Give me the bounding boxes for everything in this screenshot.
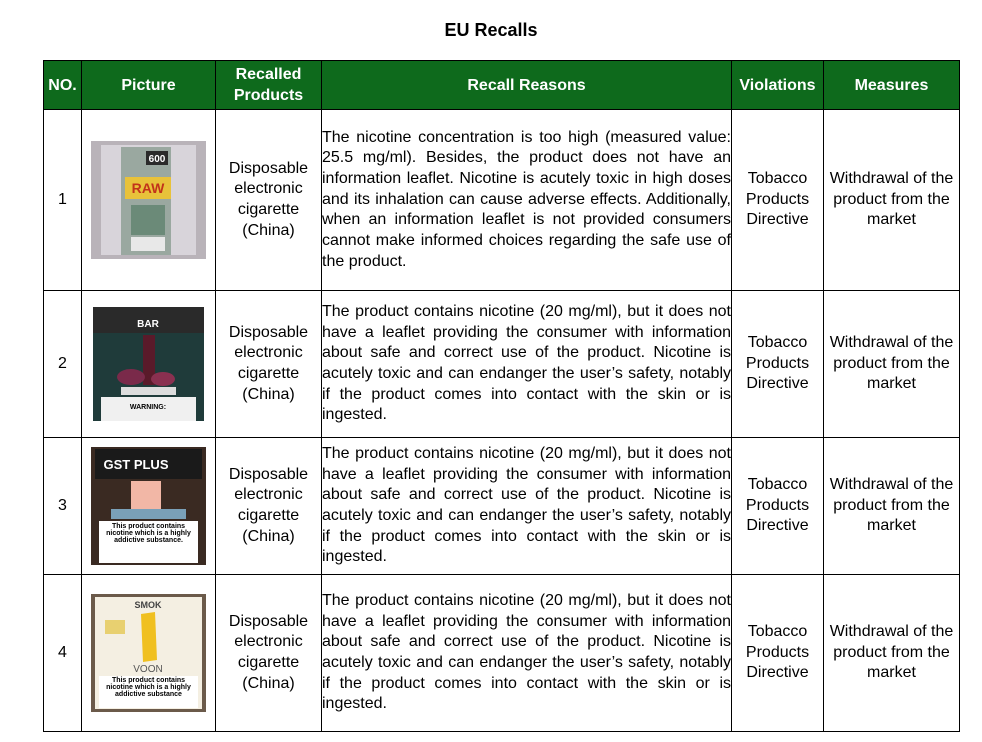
header-picture: Picture [82, 61, 216, 110]
measure-cell: Withdrawal of the product from the market [824, 575, 960, 732]
header-row [44, 61, 960, 110]
product-cell: Disposable electronic cigarette (China) [216, 575, 322, 732]
header-products: Recalled Products [216, 61, 322, 110]
page-title: EU Recalls [444, 20, 538, 40]
image-label-warning: WARNING: [129, 404, 167, 411]
measure-cell: Withdrawal of the product from the market [824, 110, 960, 291]
product-cell: Disposable electronic cigarette (China) [216, 438, 322, 575]
violation-cell: Tobacco Products Directive [732, 110, 824, 291]
product-image [91, 141, 206, 259]
image-label-warning: This product contains nicotine which is a highly addictive substance [106, 677, 191, 698]
product-image [91, 594, 206, 712]
violation-cell: Tobacco Products Directive [732, 575, 824, 732]
violation-cell: Tobacco Products Directive [732, 291, 824, 438]
header-no: NO. [44, 61, 82, 110]
violation-cell: Tobacco Products Directive [732, 438, 824, 575]
row-number: 4 [44, 575, 82, 732]
image-label-top: GST PLUS [103, 457, 169, 472]
image-label-warning: This product contains nicotine which is a highly addictive substance. [106, 523, 191, 544]
image-label-brand: RAW [131, 180, 165, 196]
image-label-brand: VOON [133, 664, 163, 675]
image-label-top: BAR [137, 319, 159, 330]
measure-cell: Withdrawal of the product from the market [824, 438, 960, 575]
row-number: 2 [44, 291, 82, 438]
product-image [91, 305, 206, 423]
recalls-table [43, 60, 960, 732]
row-number: 1 [44, 110, 82, 291]
table-row [44, 291, 960, 438]
header-violations: Violations [732, 61, 824, 110]
reason-cell: The product contains nicotine (20 mg/ml), but it does not have a leaflet providing the consumer with information about safe and correct use of the product. Nicotine is acutely toxic and can endanger the user’s safety, notably if the product comes into contact with the skin or is ingested. [322, 575, 732, 732]
product-cell: Disposable electronic cigarette (China) [216, 291, 322, 438]
image-label-top: SMOK [134, 600, 162, 610]
reason-cell: The nicotine concentration is too high (measured value: 25.5 mg/ml). Besides, the product does not have an information leaflet. Nicotine is acutely toxic in high doses and its inhalation can cause adverse effects. Additionally, when an information leaflet is not provided consumers cannot make informed choices regarding the safe use of the product. [322, 110, 732, 291]
reason-cell: The product contains nicotine (20 mg/ml), but it does not have a leaflet providing the consumer with information about safe and correct use of the product. Nicotine is acutely toxic and can endanger the user’s safety, notably if the product comes into contact with the skin or is ingested. [322, 438, 732, 575]
product-image [91, 447, 206, 565]
header-measures: Measures [824, 61, 960, 110]
measure-cell: Withdrawal of the product from the market [824, 291, 960, 438]
picture-cell [82, 438, 216, 575]
picture-cell [82, 110, 216, 291]
table-row [44, 575, 960, 732]
product-cell: Disposable electronic cigarette (China) [216, 110, 322, 291]
table-row [44, 438, 960, 575]
reason-cell: The product contains nicotine (20 mg/ml), but it does not have a leaflet providing the consumer with information about safe and correct use of the product. Nicotine is acutely toxic and can endanger the user’s safety, notably if the product comes into contact with the skin or is ingested. [322, 291, 732, 438]
picture-cell [82, 575, 216, 732]
row-number: 3 [44, 438, 82, 575]
header-reasons: Recall Reasons [322, 61, 732, 110]
image-label-top: 600 [148, 154, 166, 165]
picture-cell [82, 291, 216, 438]
table-row [44, 110, 960, 291]
